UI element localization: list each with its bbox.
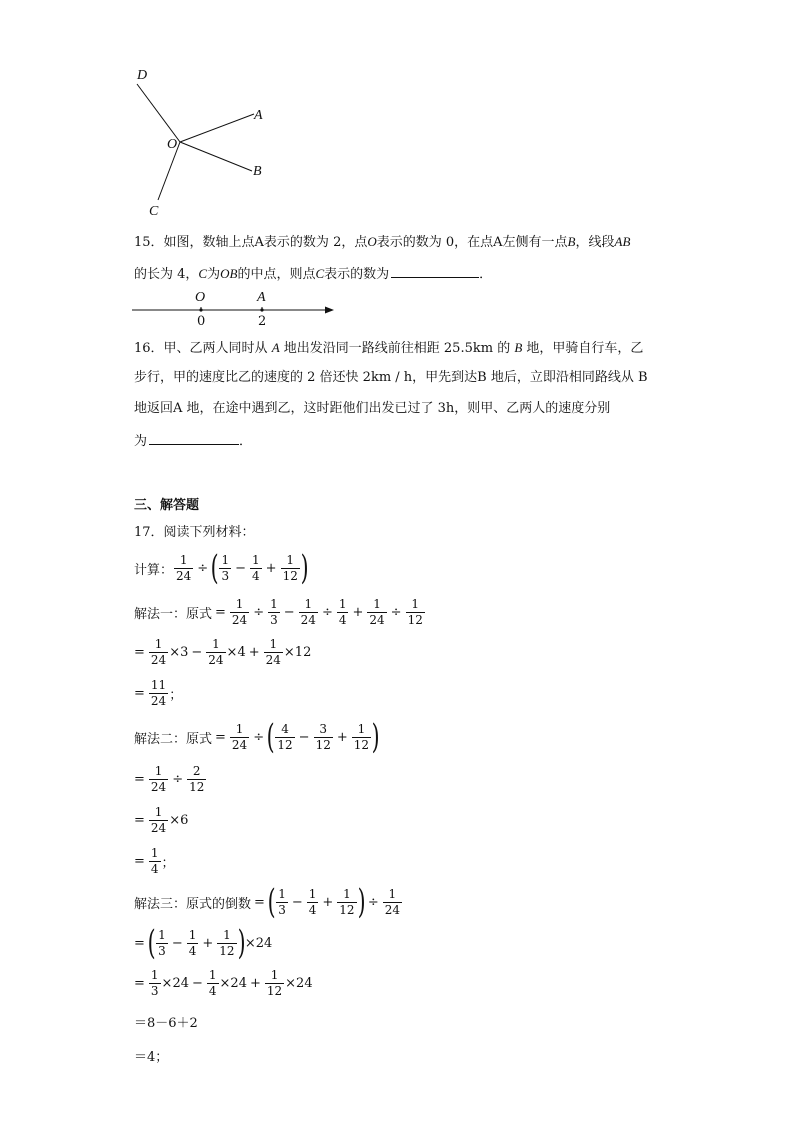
q17-intro: 17．阅读下列材料：: [134, 525, 255, 540]
q15-line1: 15．如图，数轴上点A表示的数为 2，点O表示的数为 0，在点A左侧有一点B，线段AB: [134, 234, 631, 250]
numberline-point-O: O: [195, 290, 206, 305]
method3-row1: 解法三：原式的倒数 = ( $\frac{1}{3}$ − $\frac{1}{4}$ + $\frac{1}{12}$ ) ÷ $\frac{1}{24}$: [134, 882, 401, 922]
q15-line2: 的长为 4，C为OB的中点，则点C表示的数为 ．: [134, 263, 492, 285]
method3-result: ＝4；: [134, 1050, 169, 1065]
ray-OA: [180, 114, 254, 142]
number-line: [130, 300, 340, 320]
method3-row2: = ( $\frac{1}{3}$ − $\frac{1}{4}$ + $\frac{1}{12}$ ) ×24: [134, 923, 273, 963]
q16-line3: 地返回A 地，在途中遇到乙，这时距他们出发已过了 3h，则甲、乙两人的速度分别: [134, 401, 611, 416]
method1-row2: = $\frac{1}{24}$ ×3 − $\frac{1}{24}$ ×4 + $\frac{1}{24}$ ×12: [134, 637, 312, 667]
method1-result: = $\frac{11}{24}$ ；: [134, 678, 183, 708]
angle-figure: [130, 62, 280, 222]
method2-row2: = $\frac{1}{24}$ ÷ $\frac{2}{12}$: [134, 764, 205, 794]
label-B: B: [253, 164, 262, 179]
ray-OB: [180, 142, 252, 171]
label-D: D: [137, 68, 148, 83]
method2-result: = $\frac{1}{4}$ ；: [134, 846, 175, 876]
method2-row1: 解法二：原式 = $\frac{1}{24}$ ÷ ( $\frac{4}{12}$ − $\frac{3}{12}$ + $\frac{1}{12}$ ): [134, 717, 380, 757]
method2-row3: = $\frac{1}{24}$ ×6: [134, 805, 189, 835]
answer-blank-15[interactable]: [391, 263, 479, 278]
calc-row: 计算： $\frac{1}{24}$ ÷ ( $\frac{1}{3}$ − $\frac{1}{4}$ + $\frac{1}{12}$ ): [134, 548, 309, 588]
method1-row1: 解法一：原式 = $\frac{1}{24}$ ÷ $\frac{1}{3}$ − $\frac{1}{24}$ ÷ $\frac{1}{4}$ + $\frac{1}{24}$ ÷ $\frac{1}{12}$: [134, 597, 423, 627]
label-A: A: [254, 108, 263, 123]
numberline-tick-0: 0: [197, 314, 206, 329]
method3-row4: ＝8－6＋2: [134, 1016, 198, 1031]
label-C: C: [149, 204, 159, 219]
label-O: O: [167, 137, 178, 152]
section-title: 三、解答题: [134, 498, 200, 513]
numberline-point-A: A: [257, 290, 266, 305]
q16-line1: 16．甲、乙两人同时从 A 地出发沿同一路线前往相距 25.5km 的 B 地，甲骑自行车，乙: [134, 340, 644, 356]
ray-OD: [137, 84, 180, 142]
q16-line4: 为 ．: [134, 430, 252, 452]
answer-blank-16[interactable]: [149, 430, 239, 445]
q16-line2: 步行，甲的速度比乙的速度的 2 倍还快 2km / h，甲先到达B 地后，立即沿相同路线从 B: [134, 370, 648, 385]
method3-row3: = $\frac{1}{3}$ ×24 − $\frac{1}{4}$ ×24 + $\frac{1}{12}$ ×24: [134, 968, 313, 998]
numberline-tick-2: 2: [258, 314, 267, 329]
